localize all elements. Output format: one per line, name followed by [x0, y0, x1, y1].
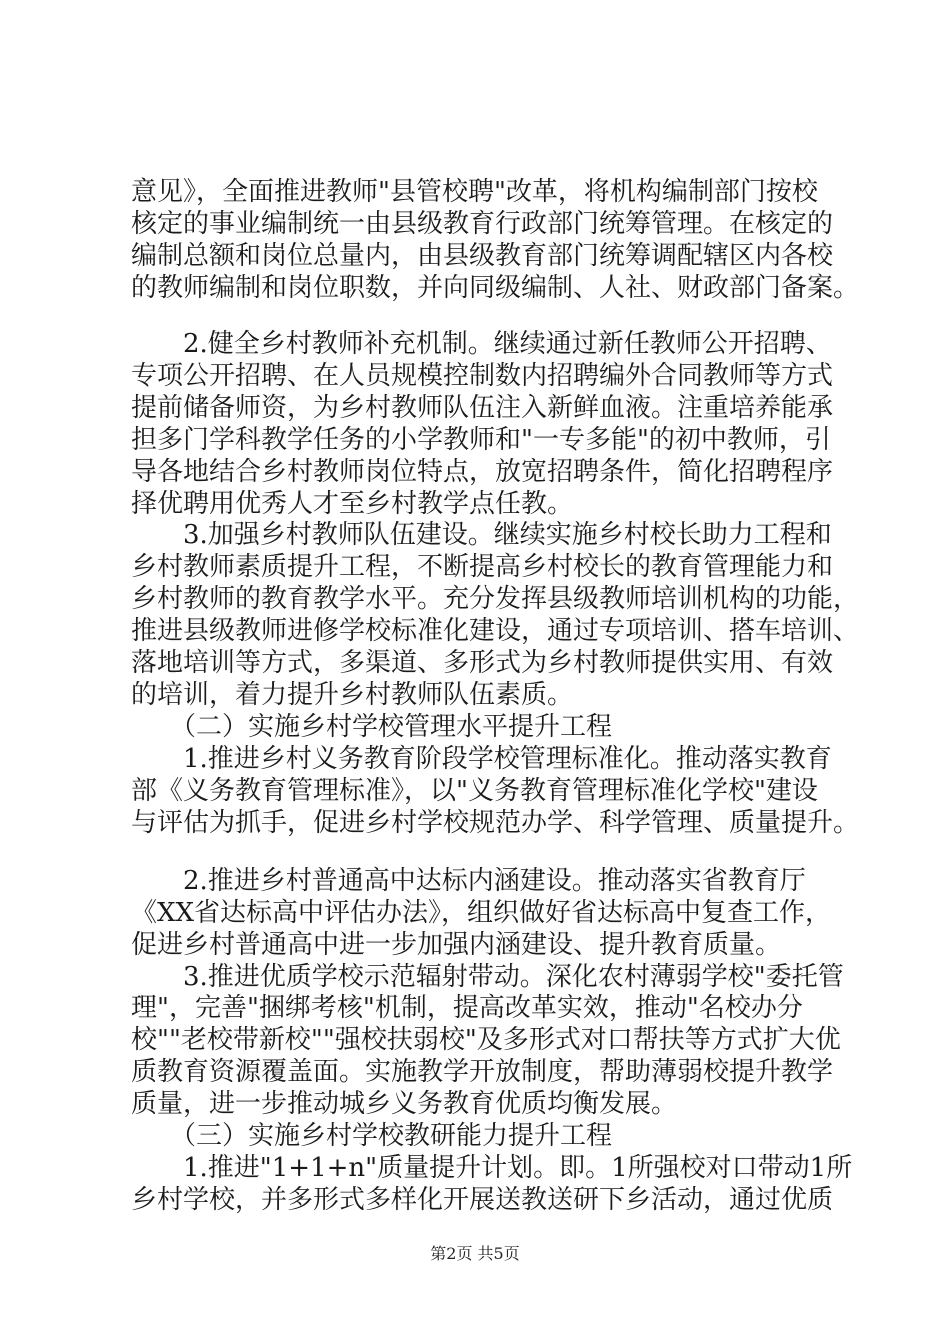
text-line: 的培训，着力提升乡村教师队伍素质。: [131, 680, 574, 710]
section-heading: （二）实施乡村学校管理水平提升工程: [131, 712, 613, 742]
text-line: 导各地结合乡村教师岗位特点，放宽招聘条件，简化招聘程序: [131, 457, 834, 487]
text-line: 校""老校带新校""强校扶弱校"及多形式对口帮扶等方式扩大优: [131, 1025, 841, 1055]
text-line: 提前储备师资，为乡村教师队伍注入新鲜血液。注重培养能承: [131, 393, 834, 423]
text-line: 乡村学校，并多形式多样化开展送教送研下乡活动，通过优质: [131, 1185, 834, 1215]
page-footer: 第2页 共5页: [430, 1244, 520, 1263]
text-line: 择优聘用优秀人才至乡村教学点任教。: [131, 489, 574, 519]
text-line: 推进县级教师进修学校标准化建设，通过专项培训、搭车培训、: [131, 616, 860, 646]
text-line: 理"，完善"捆绑考核"机制，提高改革实效，推动"名校办分: [131, 993, 803, 1023]
text-line: 3.推进优质学校示范辐射带动。深化农村薄弱学校"委托管: [131, 962, 844, 992]
section-heading: （三）实施乡村学校教研能力提升工程: [131, 1121, 613, 1151]
text-line: 《XX省达标高中评估办法》，组织做好省达标高中复查工作，: [131, 898, 832, 928]
text-line: 1.推进"1+1+n"质量提升计划。即。1所强校对口带动1所: [131, 1153, 853, 1183]
text-line: 促进乡村普通高中进一步加强内涵建设、提升教育质量。: [131, 930, 782, 960]
text-line: 3.加强乡村教师队伍建设。继续实施乡村校长助力工程和: [131, 520, 832, 550]
text-line: 乡村教师素质提升工程，不断提高乡村校长的教育管理能力和: [131, 552, 834, 582]
text-line: 部《义务教育管理标准》，以"义务教育管理标准化学校"建设: [131, 776, 818, 806]
text-line: 担多门学科教学任务的小学教师和"一专多能"的初中教师，引: [131, 425, 831, 455]
text-line: 质教育资源覆盖面。实施教学开放制度，帮助薄弱校提升教学: [131, 1057, 834, 1087]
text-line: 编制总额和岗位总量内，由县级教育部门统筹调配辖区内各校: [131, 241, 834, 271]
text-line: 落地培训等方式，多渠道、多形式为乡村教师提供实用、有效: [131, 648, 834, 678]
text-line: 专项公开招聘、在人员规模控制数内招聘编外合同教师等方式: [131, 361, 834, 391]
text-line: 核定的事业编制统一由县级教育行政部门统筹管理。在核定的: [131, 209, 834, 239]
text-line: 2.推进乡村普通高中达标内涵建设。推动落实省教育厅: [131, 866, 806, 896]
text-line: 乡村教师的教育教学水平。充分发挥县级教师培训机构的功能，: [131, 584, 860, 614]
text-line: 质量，进一步推动城乡义务教育优质均衡发展。: [131, 1089, 678, 1119]
text-line: 与评估为抓手，促进乡村学校规范办学、科学管理、质量提升。: [131, 808, 860, 838]
text-line: 意见》，全面推进教师"县管校聘"改革，将机构编制部门按校: [131, 177, 818, 207]
text-line: 2.健全乡村教师补充机制。继续通过新任教师公开招聘、: [131, 329, 832, 359]
text-line: 1.推进乡村义务教育阶段学校管理标准化。推动落实教育: [131, 744, 832, 774]
text-line: 的教师编制和岗位职数，并向同级编制、人社、财政部门备案。: [131, 273, 860, 303]
